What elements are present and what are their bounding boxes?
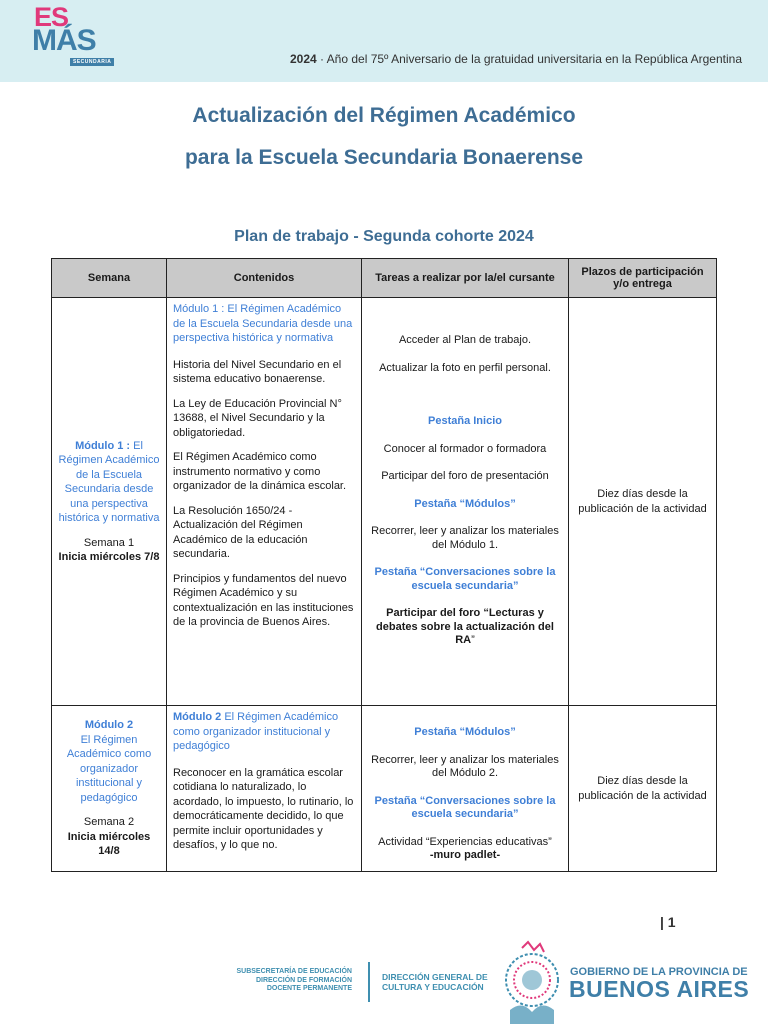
header-tareas: Tareas a realizar por la/el cursante <box>362 259 569 298</box>
task-text-end: ” <box>471 634 475 646</box>
content-heading: Módulo 1 : El Régimen Académico de la Escuela Secundaria desde una perspectiva histórica y normativa <box>173 303 353 344</box>
table-row <box>52 706 717 872</box>
tab-label: Pestaña Inicio <box>428 415 502 427</box>
footer-subsecretaria <box>236 968 352 994</box>
content-cell <box>167 706 362 872</box>
tasks-cell <box>362 298 569 706</box>
tab-label: Pestaña “Conversaciones sobre la escuela secundaria” <box>374 794 556 820</box>
task-text: Participar del foro “Lecturas y debates sobre la actualización del RA <box>376 607 554 646</box>
logo-mas: MÁS <box>32 24 96 57</box>
deadline-cell: Diez días desde la publicación de la actividad <box>569 298 717 706</box>
task-text: Actividad “Experiencias educativas” <box>378 835 552 848</box>
footer <box>0 940 768 1024</box>
tasks-cell <box>362 706 569 872</box>
page-number: | 1 <box>660 914 676 930</box>
content-heading-text: El Régimen Académico como organizador institucional y pedagógico <box>173 711 339 752</box>
header-plazos: Plazos de participación y/o entrega <box>569 259 717 298</box>
content-cell <box>167 298 362 706</box>
province-emblem-icon <box>502 940 562 1024</box>
logo-es: ES <box>34 2 69 32</box>
work-plan-table <box>51 258 717 872</box>
table-row <box>52 298 717 706</box>
content-item: El Régimen Académico como instrumento normativo y como organizador de la dinámica escolar. <box>173 451 347 492</box>
tagline-text: · Año del 75º Aniversario de la gratuidad universitaria en la República Argentina <box>316 52 742 66</box>
week-start: Inicia miércoles 7/8 <box>58 551 160 563</box>
table-header-row <box>52 259 717 298</box>
tab-label: Pestaña “Módulos” <box>414 726 516 738</box>
task-text: Participar del foro de presentación <box>381 470 549 482</box>
footer-mid-line: DIRECCIÓN GENERAL DE <box>382 972 488 982</box>
logo-secundaria: SECUNDARIA <box>70 58 114 66</box>
tab-label: Pestaña “Módulos” <box>414 497 516 510</box>
week-module-text: El Régimen Académico como organizador institucional y pedagógico <box>66 733 152 804</box>
tagline-year: 2024 <box>289 52 317 66</box>
week-number: Semana 2 <box>83 816 135 829</box>
footer-mid-line: CULTURA Y EDUCACIÓN <box>382 982 484 992</box>
document-subtitle: Plan de trabajo - Segunda cohorte 2024 <box>234 228 534 245</box>
header-semana: Semana <box>52 259 167 298</box>
tab-label: Pestaña “Conversaciones sobre la escuela secundaria” <box>374 566 556 592</box>
task-text: -muro padlet- <box>429 849 501 861</box>
week-module-label: Módulo 1 : <box>75 439 131 452</box>
week-cell <box>52 706 167 872</box>
deadline-cell: Diez días desde la publicación de la actividad <box>569 706 717 872</box>
es-mas-logo <box>28 4 120 66</box>
footer-direccion-general <box>382 972 488 992</box>
footer-gobierno: GOBIERNO DE LA PROVINCIA DE <box>570 966 748 978</box>
task-text: Recorrer, leer y analizar los materiales del Módulo 1. <box>371 525 559 551</box>
header-band <box>0 0 768 82</box>
document-title-line2: para la Escuela Secundaria Bonaerense <box>184 146 584 169</box>
content-item: Reconocer en la gramática escolar cotidiana lo naturalizado, lo acordado, lo impuesto, lo rutinario, lo democráticamente decidido, lo que permite incluir oportunidades y desafíos, y lo que no. <box>173 766 354 851</box>
week-start: Inicia miércoles 14/8 <box>67 830 151 858</box>
week-cell <box>52 298 167 706</box>
footer-buenos-aires: BUENOS AIRES <box>569 976 750 1002</box>
footer-left-line: DIRECCIÓN DE FORMACIÓN <box>255 976 352 984</box>
content-item: La Resolución 1650/24 - Actualización del Régimen Académico de la educación secundaria. <box>173 504 308 560</box>
content-item: Historia del Nivel Secundario en el sistema educativo bonaerense. <box>173 358 342 385</box>
week-module-label: Módulo 2 <box>84 719 134 732</box>
document-title-line1: Actualización del Régimen Académico <box>192 104 576 127</box>
week-module-text: El Régimen Académico de la Escuela Secundaria desde una perspectiva histórica y normativa <box>58 439 160 524</box>
header-contenidos: Contenidos <box>167 259 362 298</box>
task-text: Actualizar la foto en perfil personal. <box>379 361 551 374</box>
footer-left-line: SUBSECRETARÍA DE EDUCACIÓN <box>236 968 352 975</box>
task-text: Acceder al Plan de trabajo. <box>398 334 532 346</box>
content-item: La Ley de Educación Provincial N° 13688, el Nivel Secundario y la obligatoriedad. <box>173 397 342 439</box>
footer-separator <box>368 962 370 1002</box>
header-tagline <box>290 52 742 66</box>
week-number: Semana 1 <box>83 536 135 549</box>
task-text: Recorrer, leer y analizar los materiales del Módulo 2. <box>371 753 559 779</box>
footer-left-line: DOCENTE PERMANENTE <box>266 985 352 992</box>
content-item: Principios y fundamentos del nuevo Régimen Académico y su contextualización en las instituciones de la provincia de Buenos Aires. <box>173 572 354 628</box>
task-text: Conocer al formador o formadora <box>383 442 547 455</box>
content-heading-label: Módulo 2 <box>173 711 222 723</box>
